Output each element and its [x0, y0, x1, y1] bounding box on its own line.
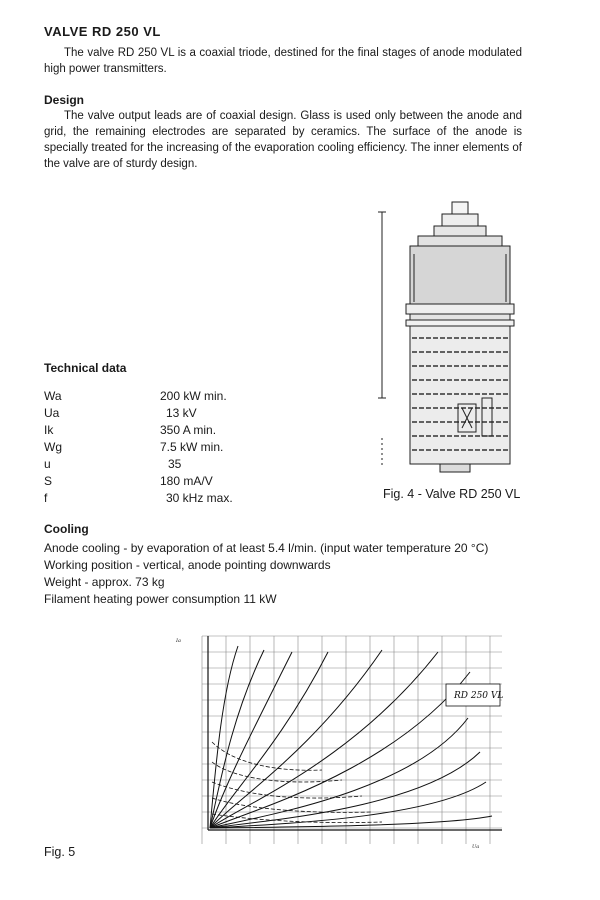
design-paragraph: The valve output leads are of coaxial design. Glass is used only between the anode and grid, the remaining electrodes are separated by ceramics. The surface of the anode is specially treated for the increasing of the evaporation cooling efficiency. The inner elements of the valve are of sturdy design.	[44, 110, 522, 170]
tech-row	[44, 406, 304, 423]
tech-row	[44, 491, 304, 508]
tech-row	[44, 423, 304, 440]
tech-row	[44, 457, 304, 474]
fig4-caption: Fig. 4 - Valve RD 250 VL	[383, 487, 521, 501]
tech-symbol: Wg	[44, 440, 62, 454]
tech-symbol: Ua	[44, 406, 60, 420]
graph-legend: RD 250 VL	[454, 691, 504, 701]
cooling-line: Weight - approx. 73 kg	[44, 575, 165, 589]
technical-heading: Technical data	[44, 361, 127, 375]
tech-value: 7.5 kW min.	[160, 440, 224, 454]
tech-row	[44, 440, 304, 457]
tech-value: 35	[168, 457, 182, 471]
fig5-label: Fig. 5	[44, 845, 76, 859]
tech-value: 200 kW min.	[160, 389, 227, 403]
valve-drawing	[370, 198, 530, 480]
tech-symbol: Wa	[44, 389, 62, 403]
tech-symbol: f	[44, 491, 48, 505]
technical-data-table	[44, 389, 304, 508]
tech-row	[44, 474, 304, 491]
anode-current-curves	[210, 646, 492, 828]
cooling-line: Filament heating power consumption 11 kW	[44, 592, 277, 606]
cooling-heading: Cooling	[44, 522, 89, 536]
document-title: VALVE RD 250 VL	[44, 24, 161, 39]
tech-value: 30 kHz max.	[166, 491, 233, 505]
tech-symbol: u	[44, 457, 51, 471]
svg-text:Ua: Ua	[472, 844, 480, 850]
intro-paragraph: The valve RD 250 VL is a coaxial triode, destined for the final stages of anode modulated high power transmitters.	[44, 47, 522, 75]
graph-grid	[202, 636, 502, 844]
cooling-line: Anode cooling - by evaporation of at least 5.4 l/min. (input water temperature 20 °C)	[44, 541, 489, 555]
svg-text:Ia: Ia	[176, 638, 181, 644]
tech-value: 180 mA/V	[160, 474, 213, 488]
cooling-line: Working position - vertical, anode pointing downwards	[44, 558, 331, 572]
tech-row	[44, 389, 304, 406]
design-heading: Design	[44, 93, 85, 107]
characteristic-graph	[172, 622, 522, 852]
tech-value: 13 kV	[166, 406, 197, 420]
tech-symbol: S	[44, 474, 53, 488]
tech-symbol: Ik	[44, 423, 54, 437]
grid-current-curves	[212, 742, 382, 823]
tech-value: 350 A min.	[160, 423, 217, 437]
